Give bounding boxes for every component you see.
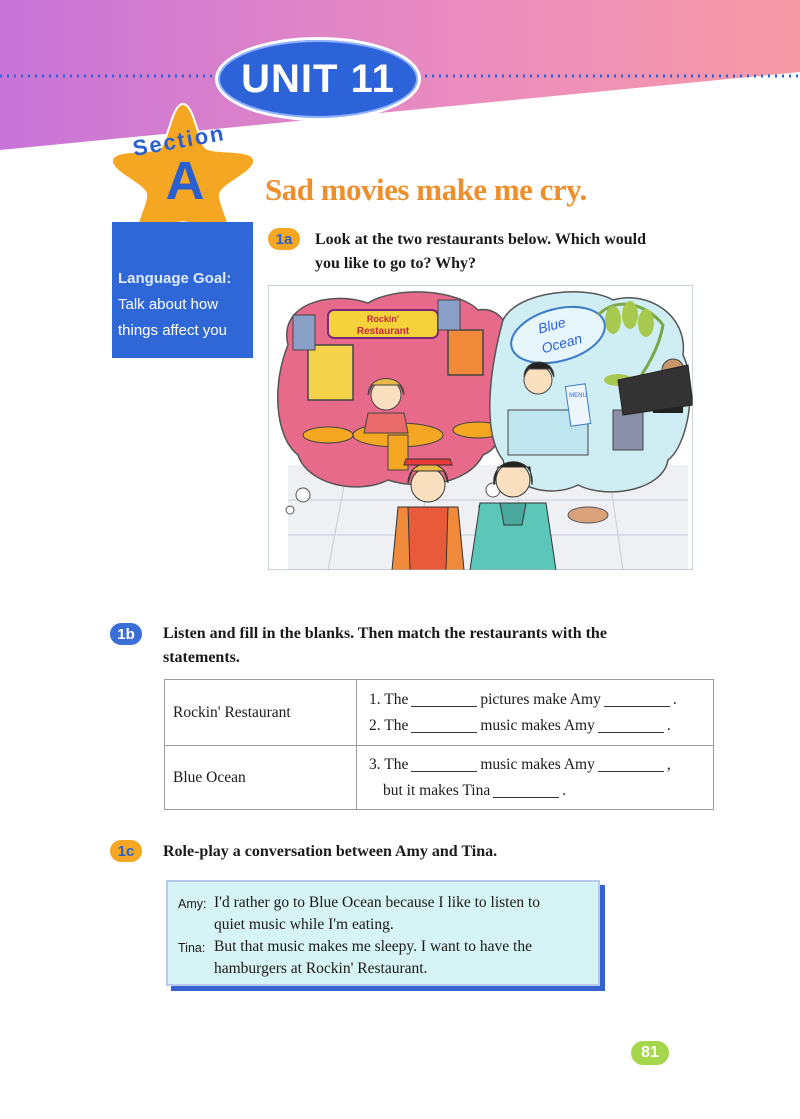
statement-text: pictures make Amy xyxy=(480,690,601,708)
statements-cell xyxy=(357,746,714,810)
wall-picture-left-icon xyxy=(308,345,353,400)
blank-field[interactable] xyxy=(598,714,664,733)
menu-label: MENU xyxy=(569,393,587,399)
blank-field[interactable] xyxy=(493,779,559,798)
section-label: Section xyxy=(130,120,228,161)
statement-text: 2. The xyxy=(369,716,409,734)
statement-punct: . xyxy=(666,716,671,734)
statement-1 xyxy=(357,687,713,713)
activity-1c-instructions: Role-play a conversation between Amy and Tina. xyxy=(163,843,498,860)
speaker-right-icon xyxy=(438,300,460,330)
dialog-line-tina xyxy=(178,936,588,980)
table-row xyxy=(165,746,714,810)
hostess-icon xyxy=(524,366,552,394)
statement-punct: . xyxy=(562,781,567,799)
activity-1b-badge: 1b xyxy=(110,623,142,645)
speaker-label: Tina: xyxy=(178,941,206,955)
sign-left-line-1: Rockin' xyxy=(366,314,400,324)
dialog-box xyxy=(166,880,600,986)
dialog-line-amy xyxy=(178,892,588,936)
speaker-label: Amy: xyxy=(178,897,207,911)
statements-table xyxy=(164,679,714,810)
table-row xyxy=(165,680,714,746)
speaker-left-icon xyxy=(293,315,315,350)
statement-text: but it makes Tina xyxy=(383,781,491,799)
statements-cell xyxy=(357,680,714,746)
blank-field[interactable] xyxy=(411,688,477,707)
statement-punct: . xyxy=(672,690,677,708)
activity-1b-instructions xyxy=(163,622,723,670)
statement-punct: , xyxy=(666,755,671,773)
statement-3-continued xyxy=(357,778,713,804)
wall-picture-right-icon xyxy=(448,330,483,375)
sign-right-line-2: Ocean xyxy=(539,330,584,357)
restaurants-illustration xyxy=(268,285,693,570)
language-goal-box xyxy=(112,222,253,358)
statement-text: music makes Amy xyxy=(480,755,595,773)
language-goal-line-1: Talk about how xyxy=(118,296,219,313)
section-letter: A xyxy=(165,151,205,211)
restaurant-name-cell: Rockin' Restaurant xyxy=(165,680,357,746)
activity-1a-instructions xyxy=(315,228,715,276)
dialog-text: quiet music while I'm eating. xyxy=(214,916,394,933)
blank-field[interactable] xyxy=(411,753,477,772)
activity-1a-line-1: Look at the two restaurants below. Which would xyxy=(315,231,646,248)
language-goal-title: Language Goal: xyxy=(118,270,232,287)
statement-text: 1. The xyxy=(369,690,409,708)
activity-1b-line-1: Listen and fill in the blanks. Then match the restaurants with the xyxy=(163,625,607,642)
restaurant-name-cell: Blue Ocean xyxy=(165,746,357,810)
statement-text: 3. The xyxy=(369,755,409,773)
activity-1b-line-2: statements. xyxy=(163,649,240,666)
lesson-title: Sad movies make me cry. xyxy=(265,172,587,207)
statement-3 xyxy=(357,752,713,778)
sign-left-line-2: Restaurant xyxy=(356,326,410,337)
blank-field[interactable] xyxy=(598,753,664,772)
statement-text: music makes Amy xyxy=(480,716,595,734)
activity-1a-line-2: you like to go to? Why? xyxy=(315,255,477,272)
unit-title: UNIT 11 xyxy=(241,56,395,101)
language-goal-line-2: things affect you xyxy=(118,322,227,339)
blank-field[interactable] xyxy=(411,714,477,733)
page-number: 81 xyxy=(631,1041,669,1065)
dialog-text: But that music makes me sleepy. I want to have the xyxy=(214,938,532,955)
dialog-text: I'd rather go to Blue Ocean because I like to listen to xyxy=(214,894,541,911)
activity-1a-badge: 1a xyxy=(268,228,300,250)
sign-right-line-1: Blue xyxy=(536,313,568,337)
dialog-text: hamburgers at Rockin' Restaurant. xyxy=(214,960,428,977)
statement-2 xyxy=(357,713,713,739)
blank-field[interactable] xyxy=(604,688,670,707)
activity-1c-badge: 1c xyxy=(110,840,142,862)
